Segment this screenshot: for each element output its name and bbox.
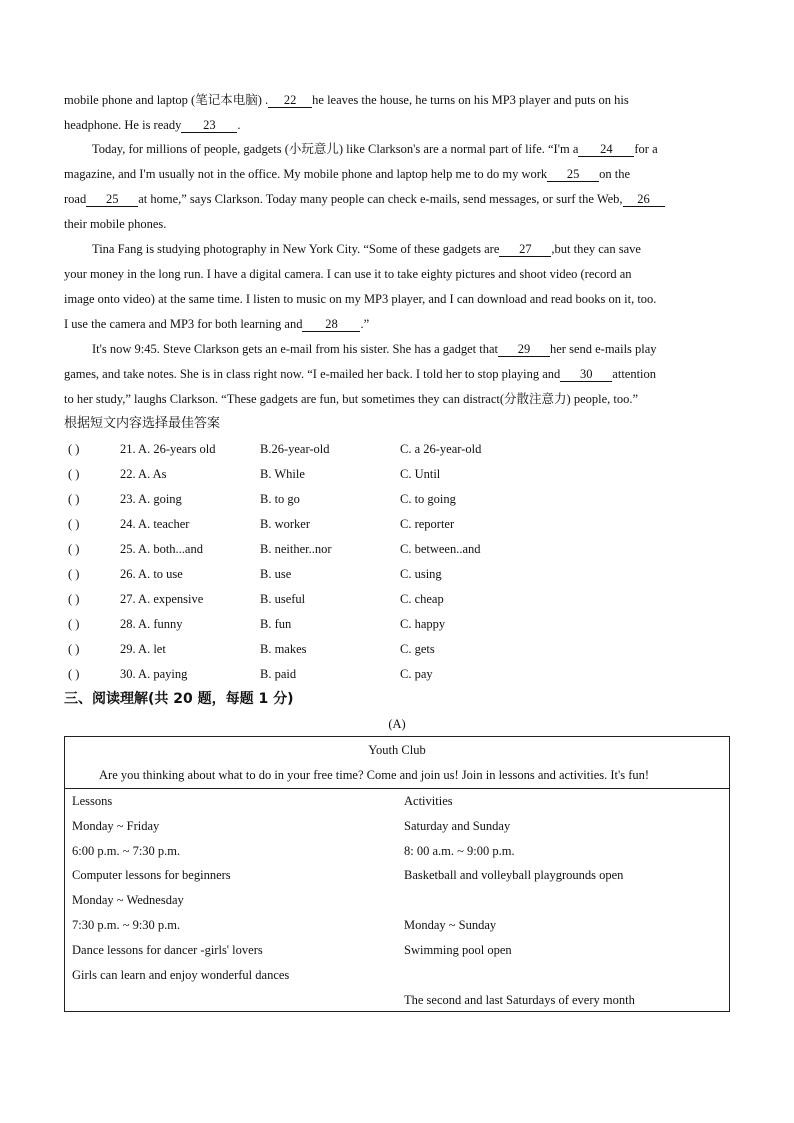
answer-paren[interactable]: ( ) <box>68 542 80 556</box>
answer-paren[interactable]: ( ) <box>68 442 80 456</box>
question-23: ( ) 23. A. going B. to go C. to going <box>64 487 664 512</box>
activities-item-2: Swimming pool open <box>404 943 512 957</box>
cloze-paragraph-2: Today, for millions of people, gadgets (小玩意儿) like Clarkson's are a normal part of life. “I'm a 24 for a magazine, and I'm usually not in the office. My mobile phone and laptop help me to do my work 25 on the road 25 at home,” says Clarkson. Today many people can check e-mails, send messages, or surf the Web, 26 their mobile phones. <box>64 137 730 237</box>
lessons-heading: Lessons <box>72 794 113 808</box>
question-28: ( ) 28. A. funny B. fun C. happy <box>64 612 664 637</box>
answer-paren[interactable]: ( ) <box>68 667 80 681</box>
blank-29: 29 <box>498 342 550 357</box>
activities-item-1: Basketball and volleyball playgrounds open <box>404 868 624 882</box>
lessons-days-1: Monday ~ Friday <box>72 819 160 833</box>
notice-intro: Are you thinking about what to do in your free time? Come and join us! Join in lessons and activities. It's fun! <box>99 768 650 782</box>
question-instruction: 根据短文内容选择最佳答案 <box>64 416 221 431</box>
answer-paren[interactable]: ( ) <box>68 642 80 656</box>
answer-paren[interactable]: ( ) <box>68 567 80 581</box>
question-24: ( ) 24. A. teacher B. worker C. reporter <box>64 512 664 537</box>
blank-26: 26 <box>623 192 665 207</box>
answer-paren[interactable]: ( ) <box>68 517 80 531</box>
blank-25-a: 25 <box>547 167 599 182</box>
cloze-paragraph-1: mobile phone and laptop (笔记本电脑) . 22 he leaves the house, he turns on his MP3 player and puts on his headphone. He is ready 23 . <box>64 93 629 132</box>
activities-days-2: Monday ~ Sunday <box>404 918 497 932</box>
blank-24: 24 <box>578 142 634 157</box>
question-30: ( ) 30. A. paying B. paid C. pay <box>64 662 664 687</box>
section-title: 三、阅读理解(共 20 题，每题 1 分) <box>64 691 294 707</box>
cloze-paragraph-3: Tina Fang is studying photography in New York City. “Some of these gadgets are 27 ,but they can save your money in the long run. I have a digital camera. I can use it to take eighty pictures and shoot video (record an image onto video) at the same time. I listen to music on my MP3 player, and I can download and read books on it, too. I use the camera and MP3 for both learning and 28 .” <box>64 242 657 331</box>
blank-23: 23 <box>181 118 237 133</box>
activities-time-1: 8: 00 a.m. ~ 9:00 p.m. <box>404 844 515 858</box>
question-25: ( ) 25. A. both...and B. neither..nor C. between..and <box>64 537 664 562</box>
lessons-days-2: Monday ~ Wednesday <box>72 893 184 907</box>
answer-paren[interactable]: ( ) <box>68 467 80 481</box>
activities-heading: Activities <box>404 794 453 808</box>
question-29: ( ) 29. A. let B. makes C. gets <box>64 637 664 662</box>
notice-divider <box>65 788 729 789</box>
question-21: ( ) 21. A. 26-years old B.26-year-old C. a 26-year-old <box>64 437 664 462</box>
notice-title: Youth Club <box>368 743 426 757</box>
answer-paren[interactable]: ( ) <box>68 617 80 631</box>
answer-paren[interactable]: ( ) <box>68 492 80 506</box>
question-27: ( ) 27. A. expensive B. useful C. cheap <box>64 587 664 612</box>
blank-28: 28 <box>302 317 360 332</box>
passage-label: (A) <box>388 717 406 731</box>
blank-27: 27 <box>499 242 551 257</box>
blank-25-b: 25 <box>86 192 138 207</box>
answer-paren[interactable]: ( ) <box>68 592 80 606</box>
question-26: ( ) 26. A. to use B. use C. using <box>64 562 664 587</box>
activities-days-1: Saturday and Sunday <box>404 819 511 833</box>
lessons-item-1: Computer lessons for beginners <box>72 868 231 882</box>
blank-30: 30 <box>560 367 612 382</box>
activities-note: The second and last Saturdays of every month <box>404 993 635 1007</box>
cloze-paragraph-4: It's now 9:45. Steve Clarkson gets an e-mail from his sister. She has a gadget that 29 her send e-mails play games, and take notes. She is in class right now. “I e-mailed her back. I told her to stop playing and 30 attention to her study,” laughs Clarkson. “These gadgets are fun, but sometimes they can distract(分散注意力) people, too.” <box>64 342 657 406</box>
lessons-time-2: 7:30 p.m. ~ 9:30 p.m. <box>72 918 181 932</box>
lessons-time-1: 6:00 p.m. ~ 7:30 p.m. <box>72 844 181 858</box>
question-22: ( ) 22. A. As B. While C. Until <box>64 462 664 487</box>
lessons-item-2b: Girls can learn and enjoy wonderful dances <box>72 968 290 982</box>
lessons-item-2: Dance lessons for dancer -girls' lovers <box>72 943 263 957</box>
blank-22: 22 <box>268 93 312 108</box>
youth-club-notice <box>64 736 730 1012</box>
